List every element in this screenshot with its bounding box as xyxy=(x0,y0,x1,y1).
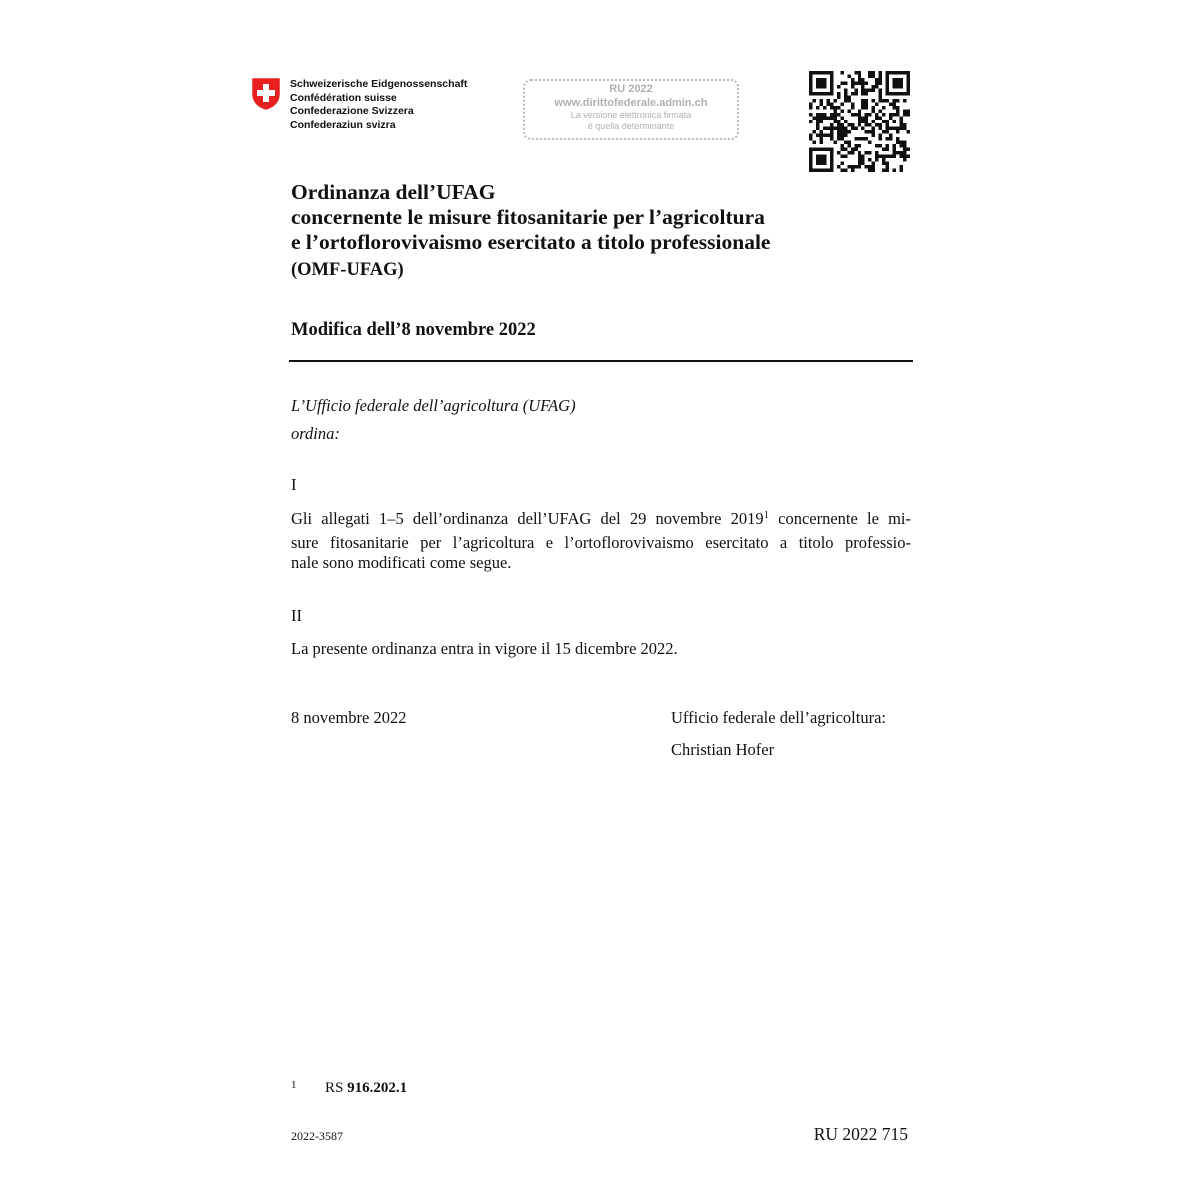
footnote xyxy=(291,1078,407,1099)
stamp-url: www.dirittofederale.admin.ch xyxy=(554,97,708,109)
amendment-date: Modifica dell’8 novembre 2022 xyxy=(291,320,536,340)
title-divider xyxy=(289,360,913,362)
stamp-note-2: è quella determinante xyxy=(587,121,675,131)
authority-name: L’Ufficio federale dell’agricoltura (UFAG) xyxy=(291,396,576,415)
ordinance-title xyxy=(291,180,770,255)
footnote-number: 1 xyxy=(291,1079,297,1091)
page-reference: RU 2022 715 xyxy=(813,1124,908,1144)
ordinance-abbreviation: (OMF-UFAG) xyxy=(291,260,404,280)
section-i-line-3: nale sono modificati come segue. xyxy=(291,553,512,572)
electronic-version-stamp xyxy=(523,79,739,140)
footnote-prefix: RS xyxy=(325,1080,348,1096)
signature-office: Ufficio federale dell’agricoltura: xyxy=(671,708,886,727)
federation-names xyxy=(290,78,467,132)
authority-verb: ordina: xyxy=(291,424,340,443)
title-line-3: e l’ortoflorovivaismo esercitato a titolo professionale xyxy=(291,230,771,254)
federation-name-de: Schweizerische Eidgenossenschaft xyxy=(290,78,468,90)
section-i-line-1a: Gli allegati 1–5 dell’ordinanza dell’UFAG del 29 novembre 2019 xyxy=(291,509,764,528)
signature-name: Christian Hofer xyxy=(671,740,775,759)
federation-name-rm: Confederaziun svizra xyxy=(290,118,396,131)
section-i-text xyxy=(291,509,911,574)
federation-name-it: Confederazione Svizzera xyxy=(290,105,414,117)
document-id: 2022-3587 xyxy=(291,1129,343,1143)
federation-name-fr: Confédération suisse xyxy=(290,91,397,104)
issuing-authority xyxy=(291,392,576,448)
title-line-2: concernente le misure fitosanitarie per l’agricoltura xyxy=(291,205,765,229)
section-ii-heading: II xyxy=(291,606,302,625)
title-line-1: Ordinanza dell’UFAG xyxy=(291,180,496,204)
footnote-reference[interactable]: 1 xyxy=(763,510,769,521)
section-i-line-1 xyxy=(291,509,911,533)
section-ii-text: La presente ordinanza entra in vigore il 15 dicembre 2022. xyxy=(291,639,678,658)
stamp-note-1: La versione elettronica firmata xyxy=(570,110,692,120)
stamp-collection: RU 2022 xyxy=(609,83,653,95)
swiss-cross-icon xyxy=(251,77,281,111)
section-i-line-1b: concernente le mi- xyxy=(768,509,911,528)
section-i-heading: I xyxy=(291,475,297,494)
footnote-reference-number[interactable]: 916.202.1 xyxy=(347,1080,408,1096)
qr-code-icon[interactable] xyxy=(809,71,910,172)
section-i-line-2: sure fitosanitarie per l’agricoltura e l’ortoflorovivaismo esercitato a titolo professio- xyxy=(291,532,911,552)
signature-date: 8 novembre 2022 xyxy=(291,708,407,727)
